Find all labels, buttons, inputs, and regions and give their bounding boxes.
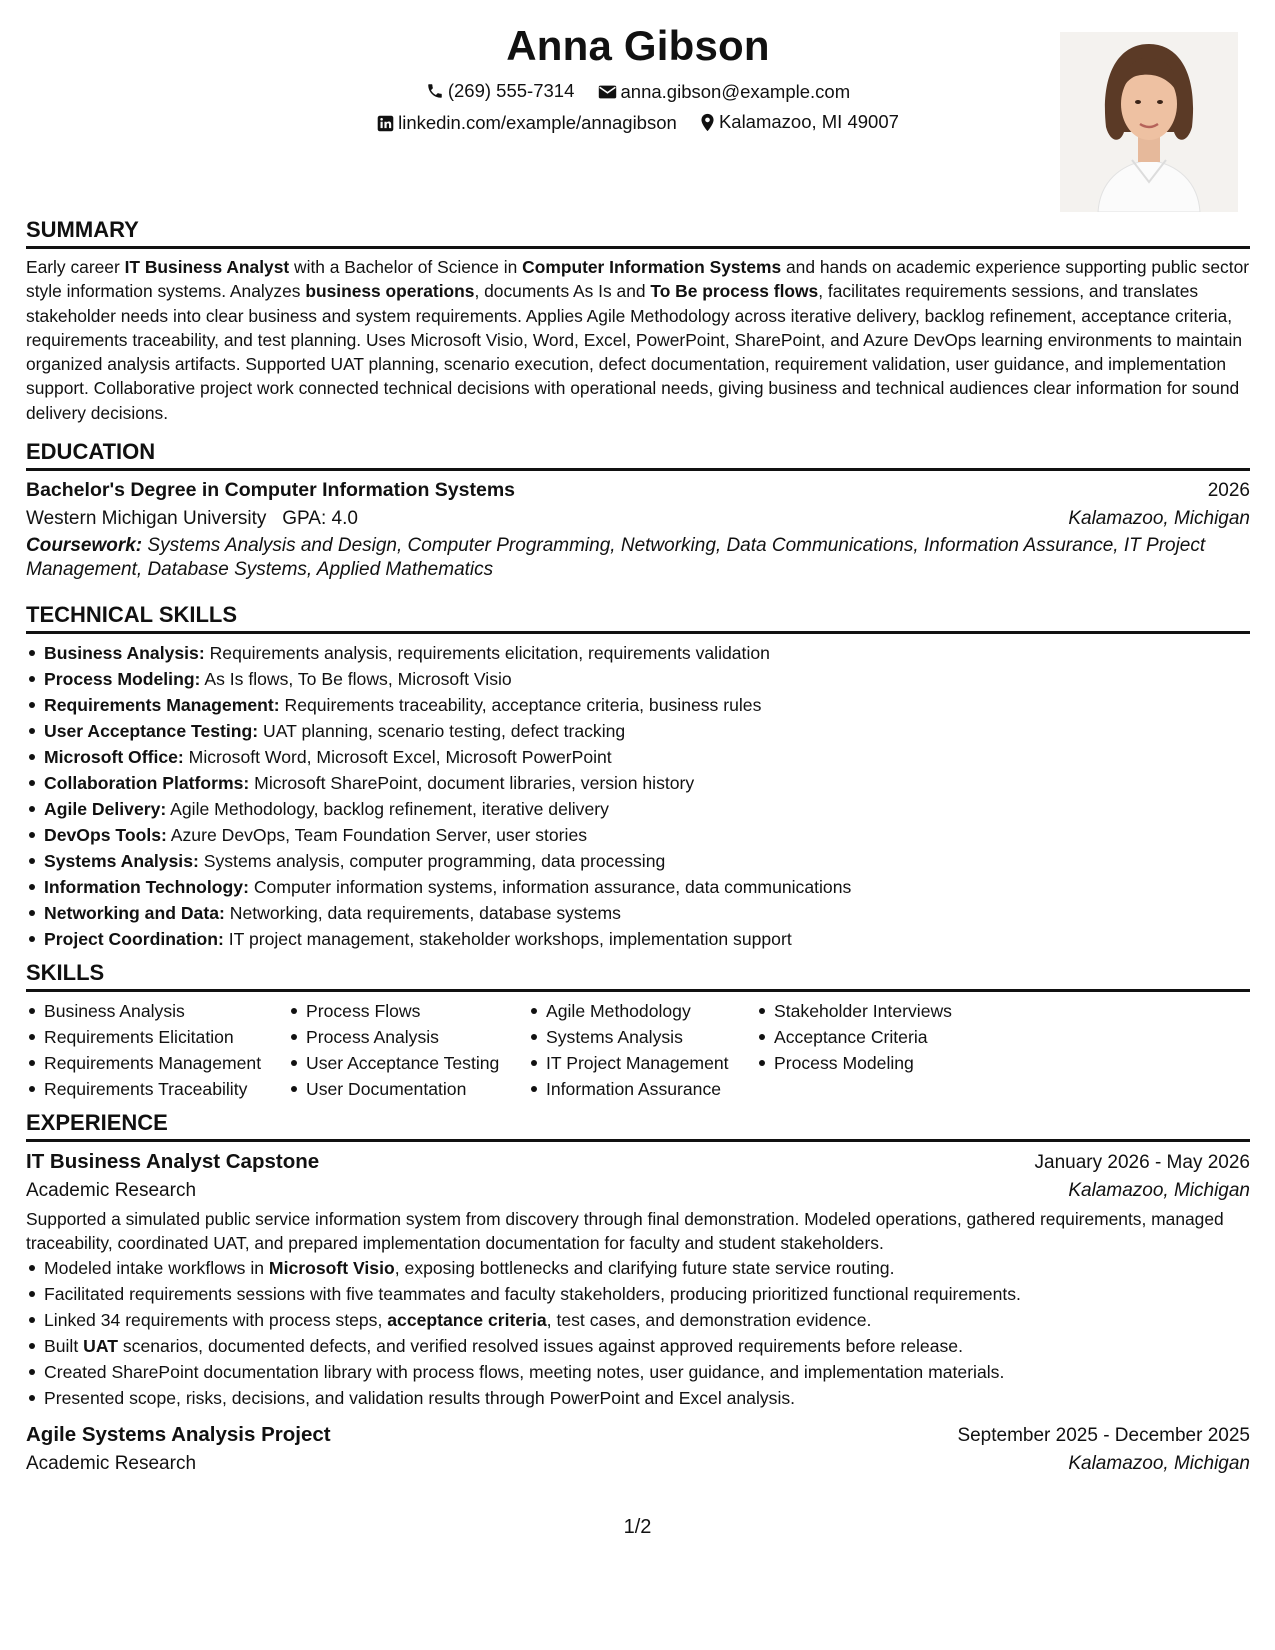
text-run: , exposing bottlenecks and clarifying future state service routing. (394, 1258, 895, 1279)
job-org: Academic Research (26, 1453, 197, 1475)
text-run: Presented scope, risks, decisions, and validation results through PowerPoint and Excel analysis. (44, 1388, 796, 1409)
technical-skill-item (26, 692, 1250, 718)
skill-item: Business Analysis (26, 998, 288, 1024)
school-line (26, 508, 358, 530)
phone-item[interactable] (426, 80, 575, 102)
technical-skill-item (26, 874, 1250, 900)
technical-skill-item (26, 796, 1250, 822)
technical-skill-item (26, 770, 1250, 796)
job-title-row (26, 1423, 1250, 1447)
skill-category: Business Analysis: (44, 643, 205, 664)
phone-text: (269) 555-7314 (447, 80, 575, 101)
skill-category: DevOps Tools: (44, 825, 167, 846)
text-run: , facilitates requirements sessions, and translates stakeholder needs into clear business and system requirements. Applies Agile Methodology across iterative delivery, backlog refinement, acceptance criteria, requirements traceability, and test planning. Uses Microsoft Visio, Word, Excel, PowerPoint, SharePoint, and Azure DevOps learning environments to maintain organized analysis artifacts. Supported UAT planning, scenario execution, defect documentation, requirement validation, user guidance, and implementation support. Collaborative project work connected technical decisions with operational needs, giving business and technical audiences clear information for sound delivery decisions. (26, 281, 1243, 423)
skill-item: Process Flows (288, 998, 528, 1024)
skills-column (528, 998, 756, 1102)
skill-category: Systems Analysis: (44, 851, 199, 872)
job-bullet (26, 1385, 1250, 1411)
job-bullets (26, 1255, 1250, 1411)
skills-column (756, 998, 996, 1102)
gpa: GPA: 4.0 (282, 508, 358, 530)
school-row (26, 508, 1250, 530)
school-name: Western Michigan University (26, 508, 267, 530)
linkedin-icon (377, 115, 394, 132)
job-location: Kalamazoo, Michigan (1068, 1453, 1250, 1475)
skill-item: Agile Methodology (528, 998, 756, 1024)
skill-details: Computer information systems, information assurance, data communications (248, 877, 852, 898)
skill-category: Process Modeling: (44, 669, 201, 690)
bold-text: To Be process flows (650, 281, 819, 302)
job-bullet (26, 1359, 1250, 1385)
skill-item: Requirements Management (26, 1050, 288, 1076)
education-section (26, 439, 1250, 582)
resume-page (26, 0, 1250, 1475)
skill-item: Information Assurance (528, 1076, 756, 1102)
text-run: and hands on academic experience supporting public sector style information systems. Analyzes (26, 257, 1250, 302)
technical-skill-item (26, 900, 1250, 926)
technical-skills-list (26, 640, 1250, 952)
skill-details: Requirements traceability, acceptance criteria, business rules (279, 695, 762, 716)
job-bullet (26, 1333, 1250, 1359)
skill-item: User Acceptance Testing (288, 1050, 528, 1076)
job-description: Supported a simulated public service information system from discovery through final demonstration. Modeled operations, gathered requirements, managed traceability, coordinated UAT, and prepared implementation documentation for faculty and student stakeholders. (26, 1209, 1224, 1253)
phone-icon (426, 82, 444, 100)
job-entry (26, 1423, 1250, 1475)
location-text: Kalamazoo, MI 49007 (718, 111, 899, 132)
job-location: Kalamazoo, Michigan (1068, 1180, 1250, 1202)
skill-category: Microsoft Office: (44, 747, 184, 768)
technical-skill-item (26, 718, 1250, 744)
text-run: Built (44, 1336, 84, 1357)
skill-category: Networking and Data: (44, 903, 225, 924)
experience-section (26, 1110, 1250, 1475)
text-run: Modeled intake workflows in (44, 1258, 269, 1279)
skill-details: Agile Methodology, backlog refinement, iterative delivery (166, 799, 609, 820)
skill-details: IT project management, stakeholder workshops, implementation support (223, 929, 792, 950)
bold-text: UAT (83, 1336, 118, 1357)
education-heading: EDUCATION (26, 439, 1250, 471)
text-run: Linked 34 requirements with process steps, (44, 1310, 388, 1331)
summary-section (26, 217, 1250, 425)
job-org: Academic Research (26, 1180, 197, 1202)
skill-category: Agile Delivery: (44, 799, 167, 820)
job-title: IT Business Analyst Capstone (26, 1150, 320, 1174)
degree-row (26, 479, 1250, 502)
job-dates: September 2025 - December 2025 (957, 1425, 1250, 1447)
technical-skill-item (26, 744, 1250, 770)
skill-details: Microsoft Word, Microsoft Excel, Microsoft PowerPoint (183, 747, 612, 768)
skill-details: Networking, data requirements, database systems (224, 903, 621, 924)
technical-skills-heading: TECHNICAL SKILLS (26, 602, 1250, 634)
job-bullet (26, 1307, 1250, 1333)
skill-item: Acceptance Criteria (756, 1024, 996, 1050)
technical-skill-item (26, 822, 1250, 848)
skill-item: Requirements Elicitation (26, 1024, 288, 1050)
job-bullet (26, 1281, 1250, 1307)
skill-item: Process Analysis (288, 1024, 528, 1050)
text-run: scenarios, documented defects, and verified resolved issues against approved requirements before release. (117, 1336, 963, 1357)
job-entry (26, 1150, 1250, 1411)
job-title: Agile Systems Analysis Project (26, 1423, 331, 1447)
degree-year: 2026 (1207, 480, 1250, 502)
skill-category: Collaboration Platforms: (44, 773, 250, 794)
text-run: , test cases, and demonstration evidence. (546, 1310, 872, 1331)
technical-skill-item (26, 640, 1250, 666)
coursework-label: Coursework: (26, 535, 143, 557)
text-run: Created SharePoint documentation library with process flows, meeting notes, user guidance, and implementation materials. (44, 1362, 1005, 1383)
bold-text: Computer Information Systems (522, 257, 782, 277)
bold-text: business operations (305, 281, 475, 302)
degree-title: Bachelor's Degree in Computer Information Systems (26, 479, 516, 502)
experience-heading: EXPERIENCE (26, 1110, 1250, 1142)
skill-category: User Acceptance Testing: (44, 721, 259, 742)
candidate-name: Anna Gibson (506, 22, 770, 69)
skill-item: User Documentation (288, 1076, 528, 1102)
bold-text: IT Business Analyst (124, 257, 290, 277)
skill-details: Microsoft SharePoint, document libraries, version history (249, 773, 695, 794)
email-item[interactable] (598, 81, 851, 103)
technical-skills-section (26, 602, 1250, 952)
text-run: Early career (26, 257, 125, 277)
technical-skill-item (26, 848, 1250, 874)
skill-details: UAT planning, scenario testing, defect tracking (258, 721, 626, 742)
skill-item: Stakeholder Interviews (756, 998, 996, 1024)
text-run: Facilitated requirements sessions with five teammates and faculty stakeholders, producing prioritized functional requirements. (44, 1284, 1021, 1305)
skills-column (26, 998, 288, 1102)
skills-section (26, 960, 1250, 1102)
location-item (700, 111, 899, 133)
text-run: with a Bachelor of Science in (289, 257, 523, 277)
skill-item: Process Modeling (756, 1050, 996, 1076)
skill-item: IT Project Management (528, 1050, 756, 1076)
linkedin-item[interactable] (377, 112, 677, 134)
skill-details: Azure DevOps, Team Foundation Server, user stories (166, 825, 588, 846)
skills-column (288, 998, 528, 1102)
location-pin-icon (700, 113, 715, 132)
page-number: 1/2 (623, 1516, 652, 1538)
mail-icon (598, 84, 617, 100)
skills-heading: SKILLS (26, 960, 1250, 992)
school-location: Kalamazoo, Michigan (1068, 508, 1250, 530)
email-text: anna.gibson@example.com (620, 81, 851, 102)
coursework-text: Systems Analysis and Design, Computer Programming, Networking, Data Communications, Information Assurance, IT Project Management, Database Systems, Applied Mathematics (26, 535, 1206, 581)
job-dates: January 2026 - May 2026 (1034, 1152, 1250, 1174)
skill-details: Requirements analysis, requirements elicitation, requirements validation (204, 643, 770, 664)
text-run: , documents As Is and (474, 281, 651, 302)
skill-details: As Is flows, To Be flows, Microsoft Visio (200, 669, 512, 690)
bold-text: Microsoft Visio (268, 1258, 395, 1279)
technical-skill-item (26, 666, 1250, 692)
skill-item: Requirements Traceability (26, 1076, 288, 1102)
skills-columns (26, 998, 1250, 1102)
technical-skill-item (26, 926, 1250, 952)
linkedin-text: linkedin.com/example/annagibson (398, 112, 677, 133)
job-title-row (26, 1150, 1250, 1174)
skill-item: Systems Analysis (528, 1024, 756, 1050)
job-bullet (26, 1255, 1250, 1281)
resume-header (26, 0, 1250, 222)
coursework (26, 534, 1250, 582)
summary-text (26, 255, 1250, 425)
skill-category: Requirements Management: (44, 695, 280, 716)
bold-text: acceptance criteria (387, 1310, 547, 1331)
summary-heading: SUMMARY (26, 217, 1250, 249)
job-org-row (26, 1180, 1250, 1202)
profile-photo (1060, 32, 1238, 212)
job-org-row (26, 1453, 1250, 1475)
skill-category: Project Coordination: (44, 929, 224, 950)
skill-details: Systems analysis, computer programming, data processing (198, 851, 666, 872)
skill-category: Information Technology: (44, 877, 249, 898)
